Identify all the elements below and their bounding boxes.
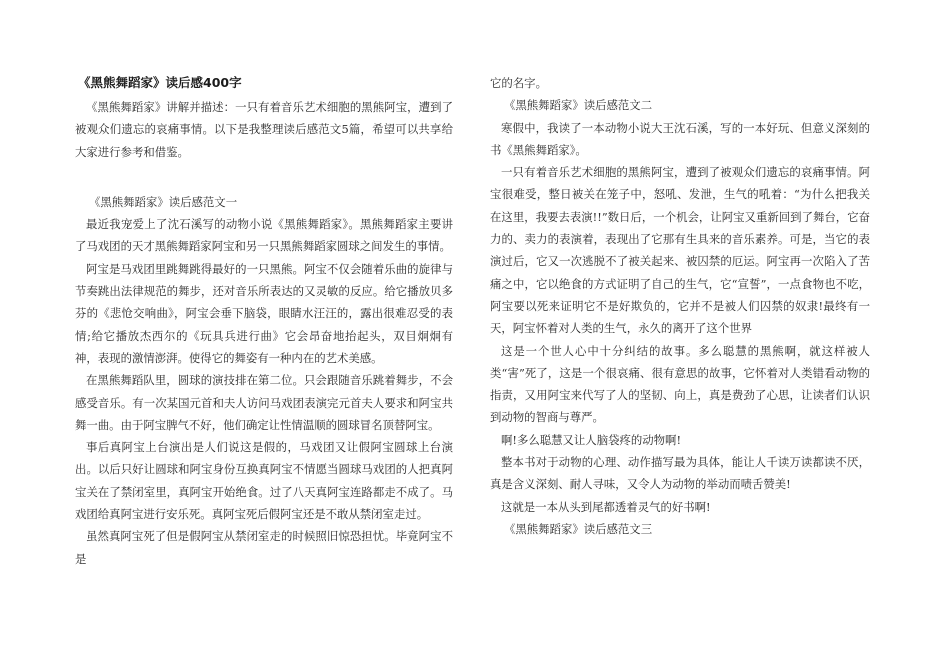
paragraph: 最近我宠爱上了沈石溪写的动物小说《黑熊舞蹈家》。黑熊舞蹈家主要讲了马戏团的天才黑熊舞蹈家阿宝和另一只黑熊舞蹈家圆球之间发生的事情。 [75,217,453,254]
paragraph: 这是一个世人心中十分纠结的故事。多么聪慧的黑熊啊，就这样被人类“害”死了，这是一个很哀痛、很有意思的故事，它怀着对人类错看动物的指责，又用阿宝来代写了人的坚韧、向上，真是费劲了心思，让读者们认识到动物的智商与尊严。 [490,343,870,425]
paragraph: 事后真阿宝上台演出是人们说这是假的，马戏团又让假阿宝圆球上台演出。以后只好让圆球和阿宝身份互换真阿宝不情愿当圆球马戏团的人把真阿宝关在了禁闭室里，真阿宝开始绝食。过了八天真阿宝连路都走不成了。马戏团给真阿宝进行安乐死。真阿宝死后假阿宝还是不敢从禁闭室走过。 [75,440,453,522]
intro-paragraph: 《黑熊舞蹈家》讲解并描述：一只有着音乐艺术细胞的黑熊阿宝，遭到了被观众们遗忘的哀痛事情。以下是我整理读后感范文5篇，希望可以共享给大家进行参考和借鉴。 [75,100,453,159]
paragraph: 阿宝是马戏团里跳舞跳得最好的一只黑熊。阿宝不仅会随着乐曲的旋律与节奏跳出法律规范的舞步，还对音乐所表达的又灵敏的反应。给它播放贝多芬的《悲怆交响曲》，阿宝会垂下脑袋，眼睛水汪汪的，露出很难忍受的表情;给它播放杰西尔的《玩具兵进行曲》它会昂奋地抬起头，双目炯炯有神，表现的激情澎湃。使得它的舞姿有一种内在的艺术美感。 [75,261,453,365]
document-title: 《黑熊舞蹈家》读后感400字 [78,75,242,90]
paragraph-continuation: 它的名字。 [490,76,547,90]
paragraph: 啊!多么聪慧又让人脑袋疼的动物啊! [501,432,682,447]
right-column [490,72,870,540]
section-heading-1: 《黑熊舞蹈家》读后感范文一 [89,194,238,209]
paragraph: 这就是一本从头到尾都透着灵气的好书啊! [501,499,711,514]
section-heading-3: 《黑熊舞蹈家》读后感范文三 [504,521,653,536]
paragraph: 整本书对于动物的心理、动作描写最为具体，能让人千读万读都读不厌，真是含义深刻、耐人寻味，又令人为动物的举动而啧舌赞美! [490,455,870,492]
paragraph: 一只有着音乐艺术细胞的黑熊阿宝，遭到了被观众们遗忘的哀痛事情。阿宝很难受，整日被关在笼子中，怒吼、发泄，生气的吼着：“为什么把我关在这里，我要去表演!!”数日后，一个机会，让阿宝又重新回到了舞台，它奋力的、卖力的表演着，表现出了它那有生具来的音乐素养。可是，当它的表演过后，它又一次逃脱不了被关起来、被囚禁的厄运。阿宝再一次陷入了苦痛之中，它以绝食的方式证明了自己的生气，它“宣誓”，一点食物也不吃，阿宝要以死来证明它不是好欺负的，它并不是被人们囚禁的奴隶!最终有一天，阿宝怀着对人类的生气，永久的离开了这个世界 [490,165,870,336]
left-column [75,72,453,570]
paragraph: 寒假中，我读了一本动物小说大王沈石溪，写的一本好玩、但意义深刻的书《黑熊舞蹈家》。 [490,120,870,157]
paragraph: 虽然真阿宝死了但是假阿宝从禁闭室走的时候照旧惊恐担忧。毕竟阿宝不是 [75,529,453,566]
section-heading-2: 《黑熊舞蹈家》读后感范文二 [504,98,653,113]
paragraph: 在黑熊舞蹈队里，圆球的演技排在第二位。只会跟随音乐跳着舞步，不会感受音乐。有一次某国元首和夫人访问马戏团表演完元首夫人要求和阿宝共舞一曲。由于阿宝脾气不好，他们确定让性情温顺的圆球冒名顶替阿宝。 [75,373,453,432]
